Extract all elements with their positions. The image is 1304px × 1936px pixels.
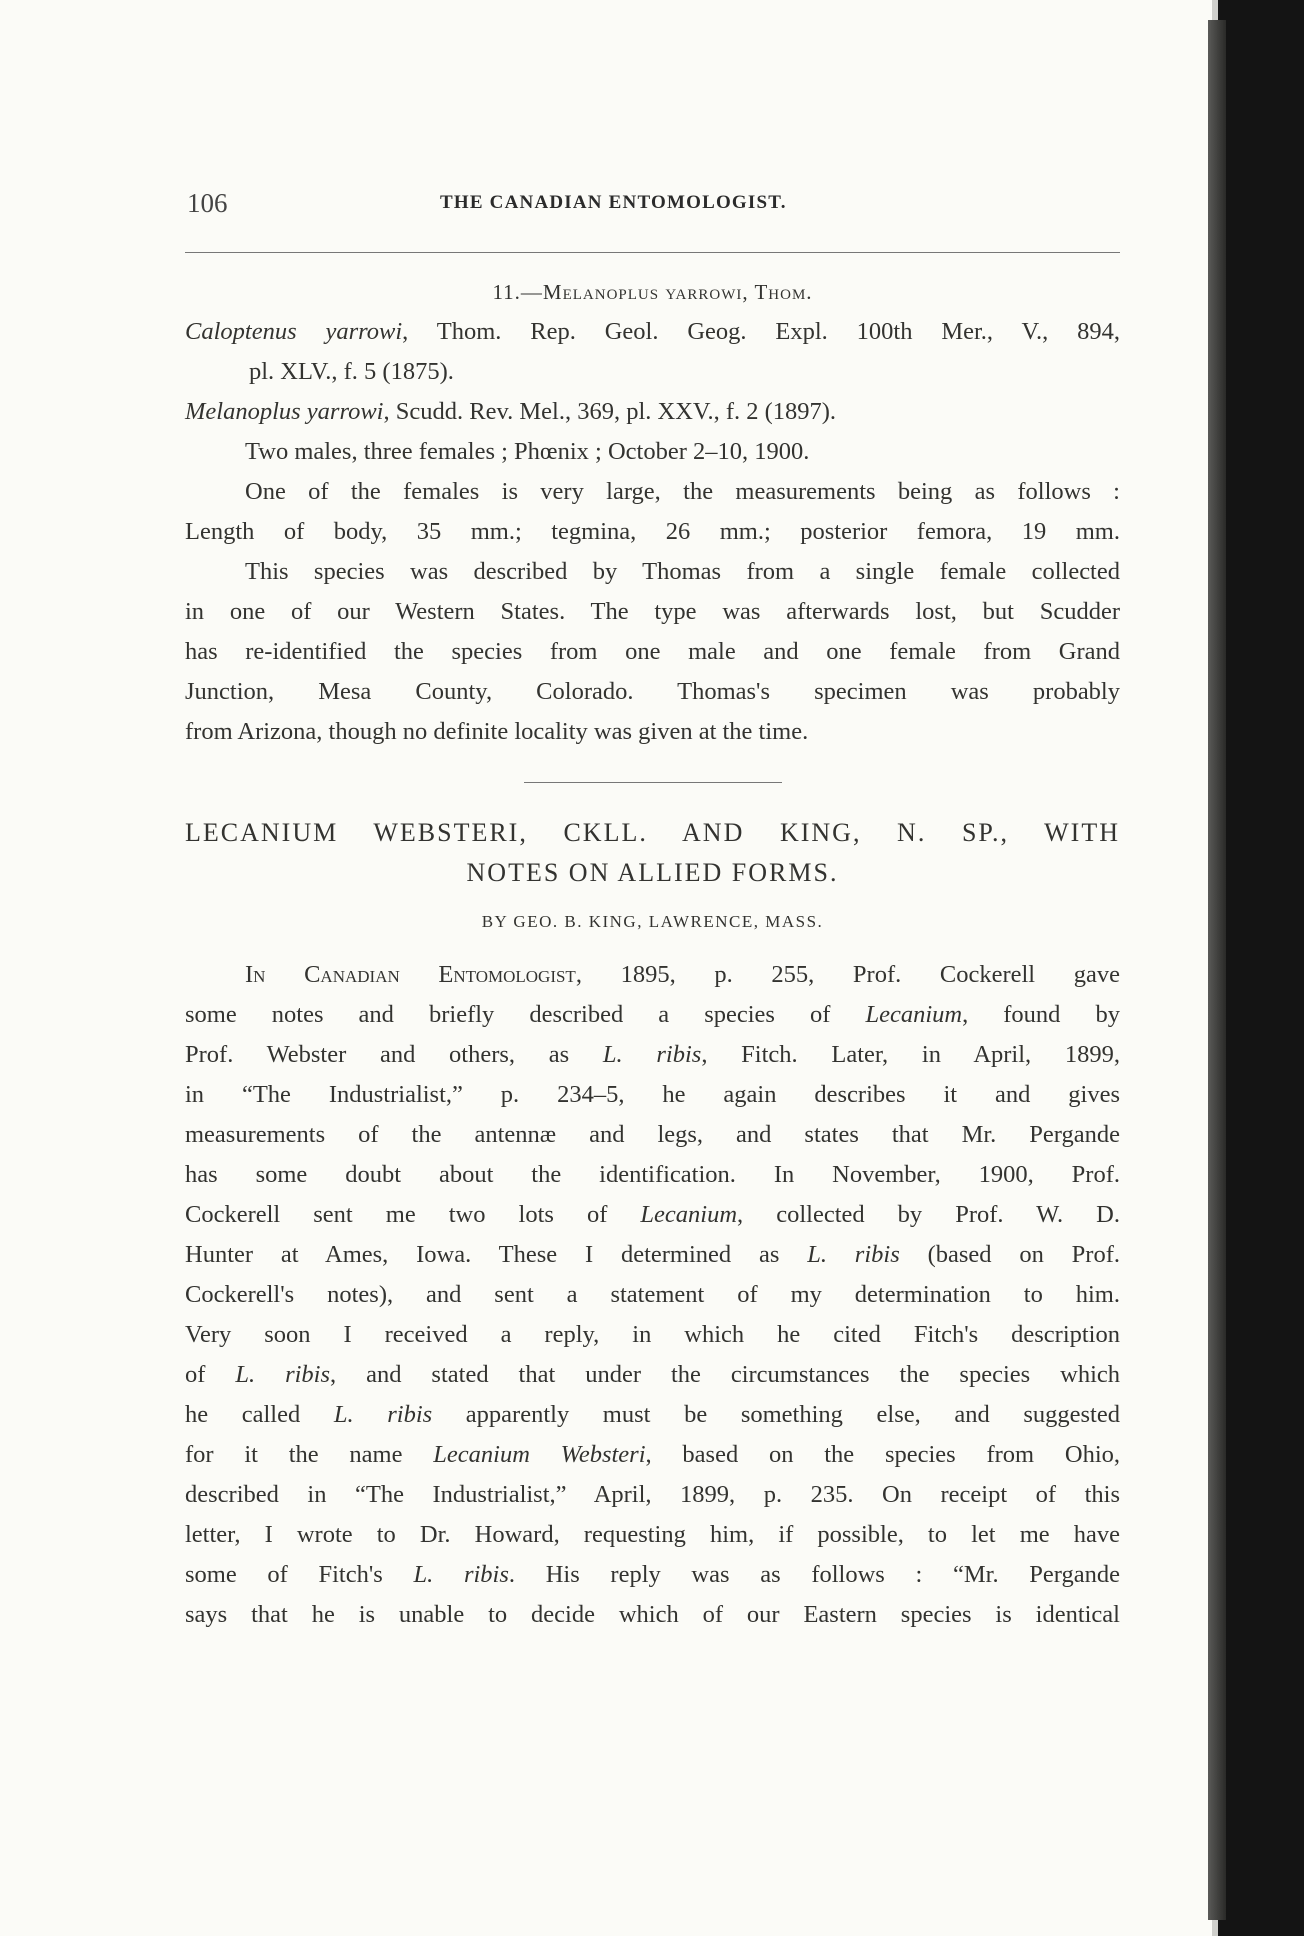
text-run: measurements of the antennæ and legs, and states that Mr. Pergande: [185, 1121, 1120, 1148]
text-line: [185, 995, 1120, 1035]
text-run: letter, I wrote to Dr. Howard, requesting him, if possible, to let me have: [185, 1521, 1120, 1548]
text-line: [185, 1395, 1120, 1435]
citation: , Thom. Rep. Geol. Geog. Expl. 100th Mer., V., 894,: [402, 318, 1121, 345]
synonymy-line: [185, 392, 1120, 432]
text-run: Prof. Webster and others, as: [185, 1041, 603, 1068]
text-line: [185, 1115, 1120, 1155]
text-run: some notes and briefly described a species of: [185, 1001, 866, 1028]
text-run: for it the name: [185, 1441, 434, 1468]
text-run: Very soon I received a reply, in which he cited Fitch's description: [185, 1321, 1120, 1348]
book-spine-shadow: [1208, 20, 1226, 1920]
running-head: [185, 188, 1120, 228]
text-line: Length of body, 35 mm.; tegmina, 26 mm.; posterior femora, 19 mm.: [185, 518, 1120, 545]
text-run: Cockerell sent me two lots of: [185, 1201, 641, 1228]
text-line: [185, 1515, 1120, 1555]
article-body: [185, 955, 1120, 1635]
text-line: [185, 1315, 1120, 1355]
text-line: in one of our Western States. The type was afterwards lost, but Scudder: [185, 598, 1120, 625]
text-line: [185, 1035, 1120, 1075]
text-run: Cockerell's notes), and sent a statement of my determination to him.: [185, 1281, 1120, 1308]
taxon-name: Lecanium Websteri: [433, 1441, 646, 1468]
taxon-name: L. ribis: [235, 1361, 331, 1388]
text-run: . His reply was as follows : “Mr. Pergande: [508, 1561, 1120, 1588]
text-run: (based on Prof.: [899, 1241, 1120, 1268]
text-run: he called: [185, 1401, 334, 1428]
page-number: 106: [187, 188, 228, 218]
section-divider: [524, 782, 782, 783]
article-title-line: LECANIUM WEBSTERI, CKLL. AND KING, N. SP., WITH: [185, 818, 1120, 847]
text-run: , and stated that under the circumstances the species which: [330, 1361, 1121, 1388]
text-line: One of the females is very large, the measurements being as follows :: [245, 478, 1120, 505]
text-run: , Fitch. Later, in April, 1899,: [701, 1041, 1121, 1068]
text-line: [185, 1275, 1120, 1315]
text-run: Hunter at Ames, Iowa. These I determined as: [185, 1241, 808, 1268]
species-heading: [185, 272, 1120, 312]
paragraph: [185, 472, 1120, 552]
taxon-name: Melanoplus yarrowi: [185, 398, 384, 425]
text-run: of: [185, 1361, 236, 1388]
text-run: , based on the species from Ohio,: [645, 1441, 1120, 1468]
taxon-name: Lecanium: [640, 1201, 738, 1228]
journal-title: THE CANADIAN ENTOMOLOGIST.: [440, 192, 787, 213]
text-run: some of Fitch's: [185, 1561, 414, 1588]
byline: BY GEO. B. KING, LAWRENCE, MASS.: [481, 912, 824, 931]
opening-small-caps: In Canadian Entomologist: [245, 961, 576, 988]
text-line: [185, 955, 1120, 995]
text-run: in “The Industrialist,” p. 234–5, he again describes it and gives: [185, 1081, 1120, 1108]
text-run: , 1895, p. 255, Prof. Cockerell gave: [575, 961, 1120, 988]
text-run: described in “The Industrialist,” April, 1899, p. 235. On receipt of this: [185, 1481, 1120, 1508]
paragraph: [185, 552, 1120, 752]
text-line: [185, 1595, 1120, 1635]
text-line: [185, 1355, 1120, 1395]
text-line: [185, 1555, 1120, 1595]
text-line: [185, 1235, 1120, 1275]
text-line: [185, 1155, 1120, 1195]
text-run: , found by: [962, 1001, 1120, 1028]
text-line: [185, 1475, 1120, 1515]
text-line: [185, 1195, 1120, 1235]
taxon-name: Caloptenus yarrowi: [185, 318, 403, 345]
synonymy-line: [185, 312, 1120, 352]
text-line: [185, 1075, 1120, 1115]
body-text: [185, 272, 1120, 1635]
text-line: from Arizona, though no definite locality was given at the time.: [185, 718, 809, 745]
text-line: This species was described by Thomas from a single female collected: [245, 558, 1120, 585]
taxon-name: L. ribis: [333, 1401, 433, 1428]
text-line: Junction, Mesa County, Colorado. Thomas's specimen was probably: [185, 678, 1120, 705]
taxon-name: L. ribis: [413, 1561, 509, 1588]
taxon-name: L. ribis: [602, 1041, 702, 1068]
synonymy-entry: [185, 392, 1120, 432]
article-title: [185, 813, 1120, 893]
text-line: Two males, three females ; Phœnix ; October 2–10, 1900.: [245, 438, 810, 465]
synonymy-line: pl. XLV., f. 5 (1875).: [249, 358, 454, 385]
article-title-line: NOTES ON ALLIED FORMS.: [466, 858, 839, 887]
text-line: [185, 1435, 1120, 1475]
text-run: says that he is unable to decide which of our Eastern species is identical: [185, 1601, 1120, 1628]
citation: , Scudd. Rev. Mel., 369, pl. XXV., f. 2 (1897).: [383, 398, 837, 425]
text-line: has re-identified the species from one male and one female from Grand: [185, 638, 1120, 665]
text-run: has some doubt about the identification. In November, 1900, Prof.: [185, 1161, 1120, 1188]
synonymy-entry: [185, 312, 1120, 392]
header-rule: [185, 252, 1120, 253]
paragraph: [185, 432, 1120, 472]
taxon-name: L. ribis: [807, 1241, 900, 1268]
species-heading-text: 11.—Melanoplus yarrowi, Thom.: [492, 280, 813, 304]
text-run: , collected by Prof. W. D.: [737, 1201, 1120, 1228]
taxon-name: Lecanium: [865, 1001, 963, 1028]
text-run: apparently must be something else, and suggested: [432, 1401, 1120, 1428]
